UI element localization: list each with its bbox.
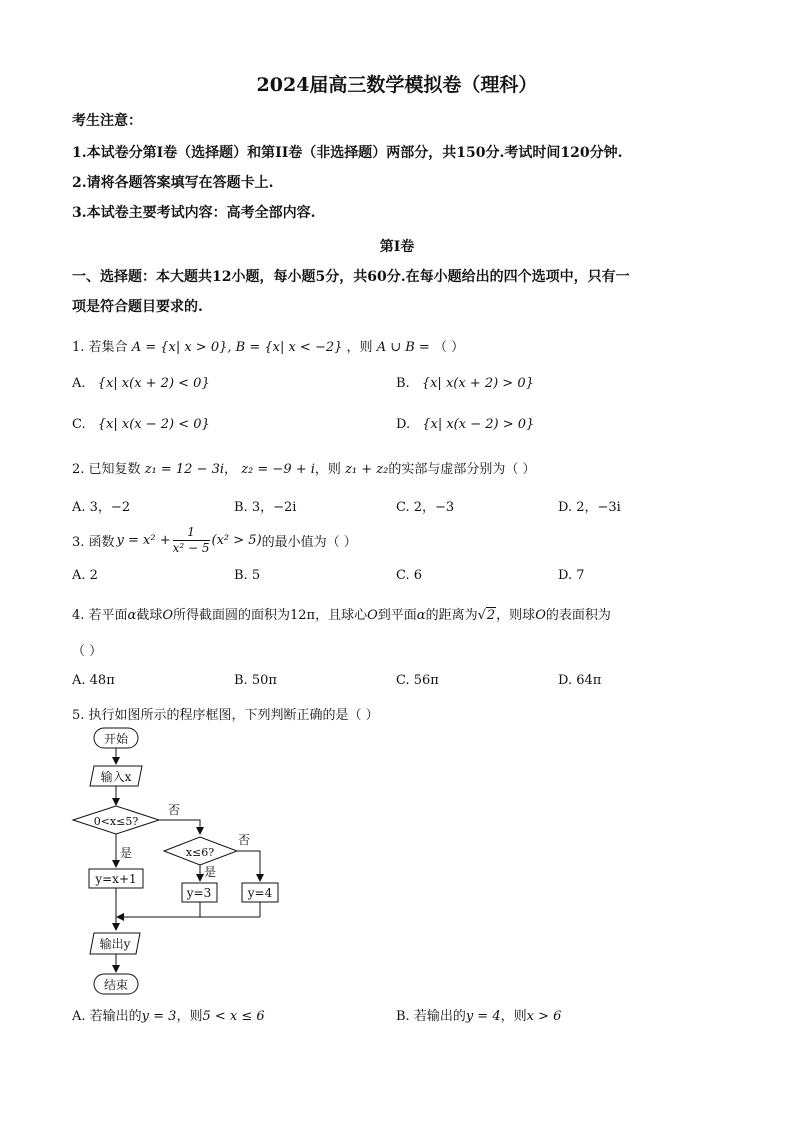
q4-option-a: A. 48π	[72, 673, 115, 688]
q2-option-c: C. 2，−3	[396, 500, 455, 515]
end-label: 结束	[103, 978, 129, 992]
option-math: y = 4	[465, 1009, 501, 1024]
q3-condition: (x² > 5)	[211, 532, 262, 548]
option-math: y = 3	[141, 1009, 177, 1024]
q2-z2: z₂ = −9 + i	[241, 462, 315, 477]
q1-paren: （ ）	[433, 340, 465, 355]
q4-text-3: 到平面	[377, 608, 417, 623]
process-2-label: y=3	[186, 886, 212, 900]
q4-paren: （ ）	[72, 644, 103, 659]
no-label-2: 否	[238, 833, 251, 847]
option-text: {x| x(x − 2) < 0}	[97, 417, 210, 432]
option-label: D.	[396, 417, 411, 432]
q1-stem-mid: ，则	[346, 340, 373, 355]
decision-1-label: 0<x≤5?	[93, 815, 139, 828]
q3-option-d: D. 7	[558, 568, 585, 583]
decision-2-label: x≤6?	[185, 846, 215, 859]
option-math: x > 6	[526, 1009, 562, 1024]
q3-option-c: C. 6	[396, 568, 423, 583]
q4-option-c: C. 56π	[396, 673, 439, 688]
q5-option-b	[396, 1005, 561, 1024]
q1-sets: A = {x| x > 0}, B = {x| x < −2}	[131, 340, 343, 355]
connector	[159, 820, 200, 834]
section-heading-line2: 项是符合题目要求的.	[72, 299, 203, 315]
q3-option-a: A. 2	[72, 568, 98, 583]
q3-denominator: x² − 5	[172, 540, 210, 555]
input-label: 输入x	[100, 770, 132, 784]
start-label: 开始	[103, 732, 129, 746]
notice-item-1: 1.本试卷分第I卷（选择题）和第II卷（非选择题）两部分，共150分.考试时间120分钟.	[72, 145, 623, 161]
option-text: B. 若输出的	[396, 1009, 466, 1024]
q2-option-d: D. 2，−3i	[558, 500, 621, 515]
q2-z1: z₁ = 12 − 3i	[144, 462, 225, 477]
q2-option-a: A. 3，−2	[72, 500, 131, 515]
connector	[237, 851, 260, 881]
q4-sqrt: √2	[477, 608, 496, 623]
q4-text-1: 截球	[136, 608, 163, 623]
q4-alpha: α	[127, 608, 137, 623]
q3-stem-post: 的最小值为（ ）	[261, 534, 357, 550]
q3-stem-text: 3. 函数	[72, 534, 115, 550]
q3-numerator: 1	[173, 525, 210, 541]
q4-radicand: 2	[486, 608, 496, 623]
option-text: A. 若输出的	[72, 1009, 142, 1024]
q4-text-6: 的表面积为	[545, 608, 611, 623]
option-text: ，则	[500, 1009, 527, 1024]
option-text: ，则	[176, 1009, 203, 1024]
q3-lhs: y = x² +	[116, 532, 171, 548]
q5-option-a	[72, 1005, 265, 1024]
page-title: 2024届高三数学模拟卷（理科）	[256, 74, 538, 96]
option-label: B.	[396, 376, 410, 391]
q4-o: O	[535, 608, 546, 623]
option-label: C.	[72, 417, 86, 432]
yes-label-1: 是	[120, 846, 133, 860]
q2-stem-post: 的实部与虚部分别为（ ）	[388, 462, 536, 477]
section-heading-line1: 一、选择题：本大题共12小题，每小题5分，共60分.在每小题给出的四个选项中，只有一	[72, 269, 630, 285]
process-1-label: y=x+1	[95, 872, 137, 886]
q2-zsum: z₁ + z₂	[345, 462, 389, 477]
process-3-label: y=4	[247, 886, 273, 900]
q1-union: A ∪ B =	[376, 340, 430, 355]
q4-text-4: 的距离为	[425, 608, 478, 623]
q2-stem-mid: ，则	[314, 462, 341, 477]
q4-option-d: D. 64π	[558, 673, 602, 688]
q2-sep: ，	[224, 462, 238, 477]
q2-stem-text: 2. 已知复数	[72, 462, 141, 477]
option-math: 5 < x ≤ 6	[202, 1009, 265, 1024]
q4-o: O	[367, 608, 378, 623]
q4-o: O	[162, 608, 174, 623]
q4-stem-text: 4. 若平面	[72, 608, 128, 623]
q4-alpha: α	[416, 608, 426, 623]
option-text: {x| x(x + 2) < 0}	[97, 376, 210, 391]
question-5-stem: 5. 执行如图所示的程序框图，下列判断正确的是（ ）	[72, 708, 379, 723]
part-heading: 第I卷	[379, 239, 415, 255]
option-text: {x| x(x − 2) > 0}	[422, 417, 535, 432]
notice-item-3: 3.本试卷主要考试内容：高考全部内容.	[72, 205, 316, 221]
q3-option-b: B. 5	[234, 568, 261, 583]
q4-text-5: ，则球	[496, 608, 536, 623]
q2-option-b: B. 3，−2i	[234, 500, 297, 515]
q4-text-2: 所得截面圆的面积为12π，且球心	[173, 608, 368, 623]
yes-label-2: 是	[204, 865, 217, 879]
no-label-1: 否	[168, 803, 181, 817]
output-label: 输出y	[99, 937, 131, 951]
option-text: {x| x(x + 2) > 0}	[421, 376, 534, 391]
notice-item-2: 2.请将各题答案填写在答题卡上.	[72, 175, 274, 191]
q1-stem-text: 1. 若集合	[72, 340, 128, 355]
q4-option-b: B. 50π	[234, 673, 277, 688]
option-label: A.	[72, 376, 86, 391]
notice-heading: 考生注意：	[72, 113, 142, 129]
